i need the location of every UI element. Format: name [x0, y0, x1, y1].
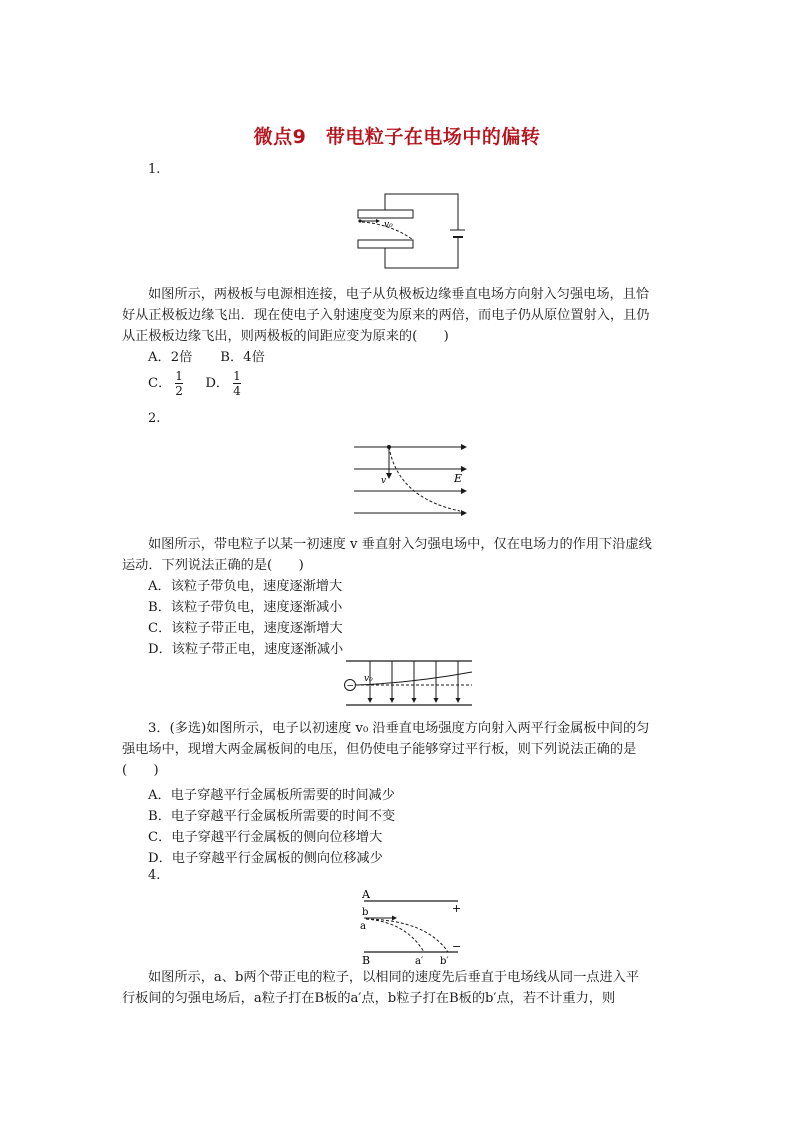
page-title: 微点9 带电粒子在电场中的偏转 [253, 126, 541, 148]
q1-option-c-fraction: $\frac{1}{2}$ [175, 369, 183, 398]
q1-figure [350, 190, 465, 272]
q4-text: 如图所示，a、b两个带正电的粒子，以相同的速度先后垂直于电场线从同一点进入平行板间的匀强电场后，a粒子打在B板的a′点，b粒子打在B板的b′点，若不计重力，则 [122, 970, 640, 1006]
q4-label-b: b [362, 907, 369, 918]
q1-option-a[interactable]: A．2倍 [148, 350, 193, 365]
q4-label-a-prime: a′ [415, 956, 424, 966]
q1-option-d[interactable]: D． [205, 376, 230, 391]
q2-number: 2. [148, 411, 161, 426]
q2-option-b[interactable]: B．该粒子带负电，速度逐渐减小 [148, 600, 343, 615]
q2-option-a[interactable]: A．该粒子带负电，速度逐渐增大 [148, 579, 343, 594]
q4-plus-sign: + [452, 902, 462, 915]
q1-options-ab [148, 346, 265, 365]
q3-option-c[interactable]: C．电子穿越平行金属板的侧向位移增大 [148, 830, 383, 845]
q4-label-a-plate: A [362, 888, 370, 901]
q3-electron-symbol: − [346, 681, 355, 692]
q3-figure [342, 658, 478, 710]
q4-label-b-prime: b′ [440, 956, 449, 966]
q2-v-label: v [381, 476, 387, 486]
q1-option-b[interactable]: B．4倍 [220, 350, 265, 365]
q2-text: 如图所示，带电粒子以某一初速度 v 垂直射入匀强电场中，仅在电场力的作用下沿虚线运动．下列说法正确的是( ) [122, 537, 652, 573]
q4-label-a: a [360, 921, 366, 932]
q2-figure [350, 438, 472, 522]
q2-e-label: E [454, 472, 463, 485]
q3-option-b[interactable]: B．电子穿越平行金属板所需要的时间不变 [148, 809, 396, 824]
q4-minus-sign: − [452, 940, 462, 953]
q1-option-c[interactable]: C． [148, 376, 172, 391]
q1-option-d-fraction: $\frac{1}{4}$ [233, 369, 241, 398]
q1-options-cd [148, 369, 245, 398]
q4-label-b-plate: B [362, 954, 371, 966]
q3-option-d[interactable]: D．电子穿越平行金属板的侧向位移减少 [148, 851, 383, 866]
q2-option-c[interactable]: C．该粒子带正电，速度逐渐增大 [148, 621, 343, 636]
q1-v0-label: v₀ [384, 220, 393, 230]
q1-number: 1. [148, 162, 161, 177]
q4-number: 4. [148, 868, 161, 883]
q1-text: 如图所示，两极板与电源相连接，电子从负极板边缘垂直电场方向射入匀强电场，且恰好从正极板边缘飞出．现在使电子入射速度变为原来的两倍，而电子仍从原位置射入，且仍从正极板边缘飞出，则两极板的间距应变为原来的( ) [122, 287, 650, 344]
q4-figure [356, 886, 466, 966]
q2-option-d[interactable]: D．该粒子带正电，速度逐渐减小 [148, 642, 344, 657]
q3-option-a[interactable]: A．电子穿越平行金属板所需要的时间减少 [148, 788, 395, 803]
q3-v0-label: v₀ [364, 674, 373, 684]
q3-text: 3．(多选)如图所示，电子以初速度 v₀ 沿垂直电场强度方向射入两平行金属板中间的匀强电场中，现增大两金属板间的电压，但仍使电子能够穿过平行板，则下列说法正确的是( ) [122, 721, 650, 778]
